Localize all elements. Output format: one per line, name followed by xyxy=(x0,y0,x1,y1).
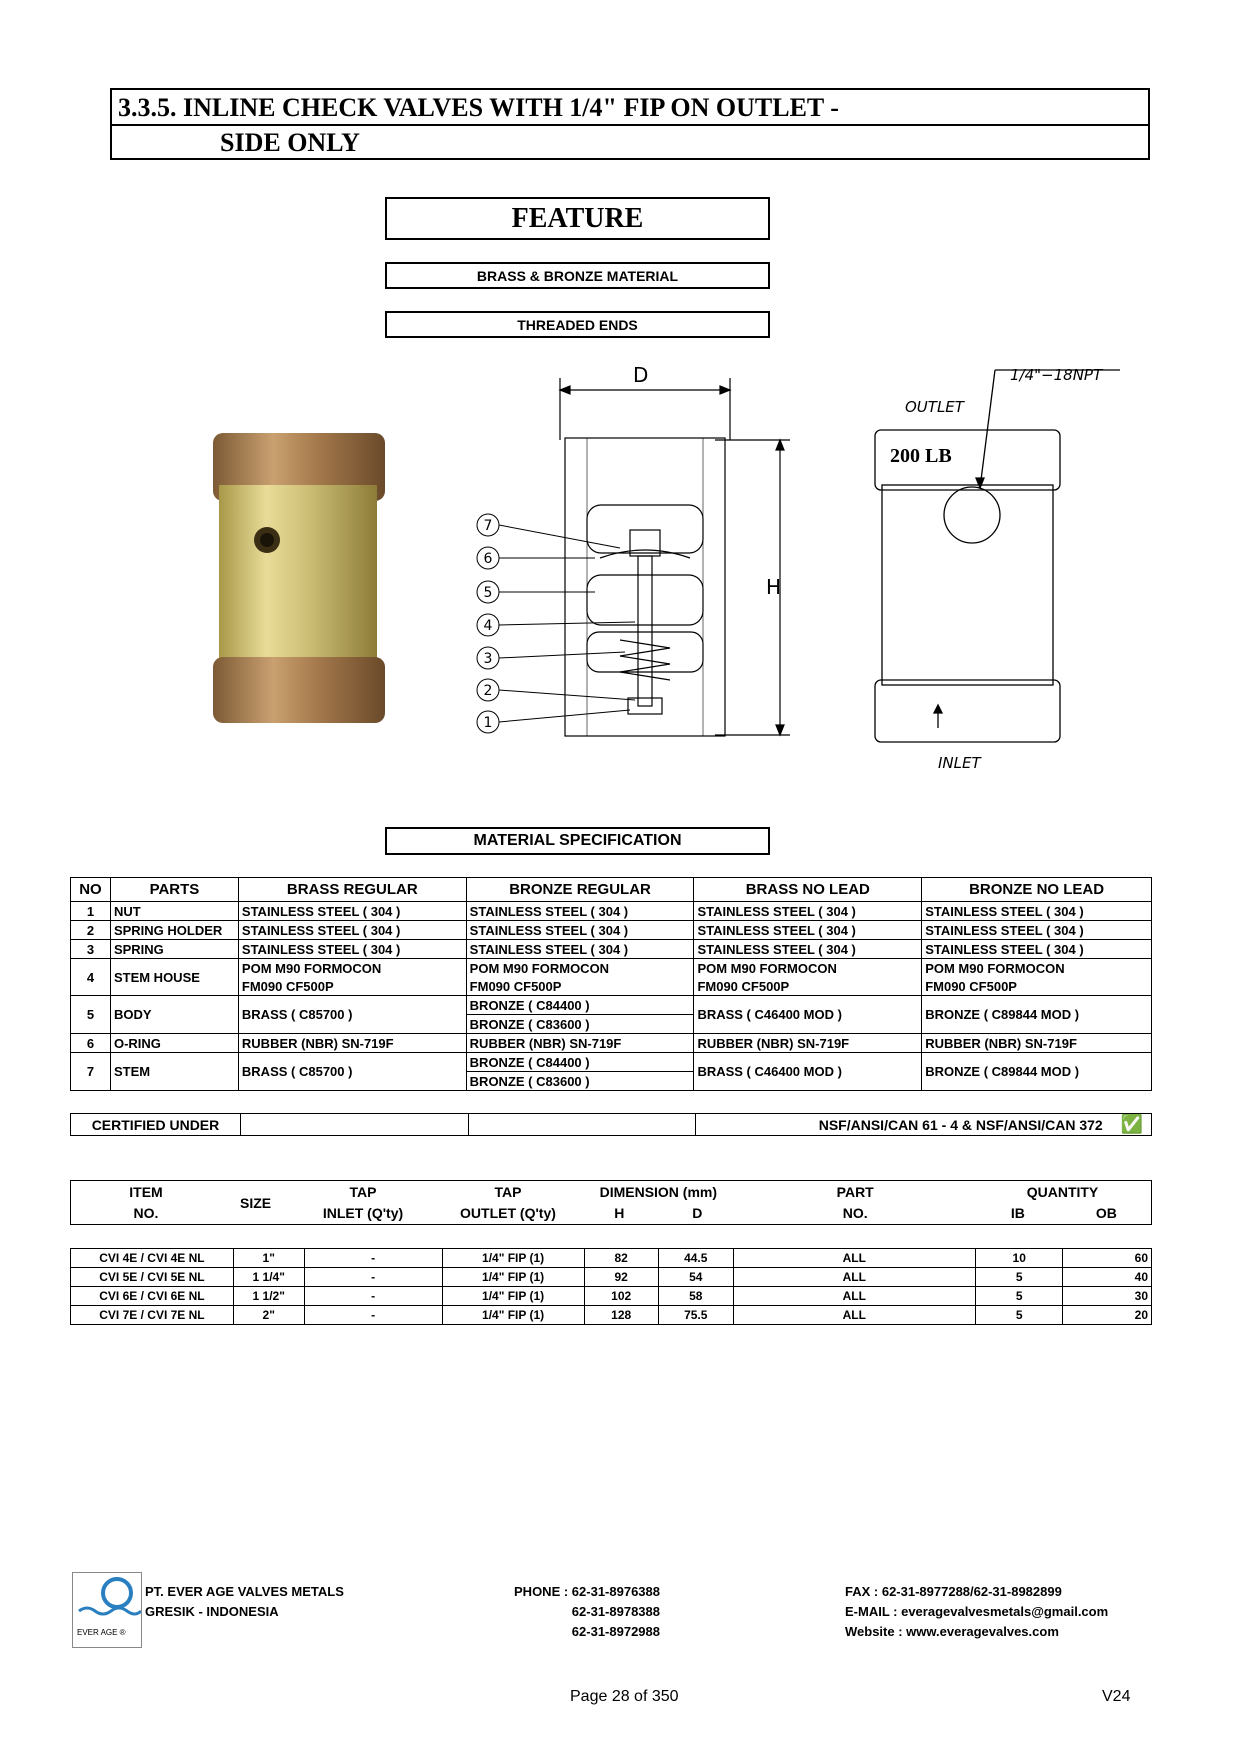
table-cell: ALL xyxy=(733,1268,975,1287)
table-cell: 1 1/4" xyxy=(233,1268,304,1287)
table-cell: STAINLESS STEEL ( 304 ) xyxy=(922,940,1152,959)
col-header: BRASS REGULAR xyxy=(238,878,466,902)
wave-logo-icon xyxy=(73,1573,141,1623)
table-cell: 5 xyxy=(975,1306,1063,1325)
table-cell: SIZE xyxy=(221,1181,290,1225)
email: E-MAIL : everagevalvesmetals@gmail.com xyxy=(845,1604,1109,1619)
table-cell: ITEM xyxy=(71,1181,221,1203)
table-cell: TAP xyxy=(436,1181,580,1203)
table-cell: RUBBER (NBR) SN-719F xyxy=(466,1034,694,1053)
table-cell: 1/4" FIP (1) xyxy=(442,1249,584,1268)
col-header: PARTS xyxy=(110,878,238,902)
callout-1: 1 xyxy=(483,715,493,731)
table-row xyxy=(71,921,1152,940)
table-cell: - xyxy=(304,1287,442,1306)
table-row xyxy=(71,1287,1152,1306)
table-row xyxy=(71,1034,1152,1053)
table-cell: STAINLESS STEEL ( 304 ) xyxy=(238,902,466,921)
table-cell: CVI 6E / CVI 6E NL xyxy=(71,1287,234,1306)
phone-3: 62-31-8972988 xyxy=(571,1624,660,1639)
table-cell: BRONZE ( C84400 ) xyxy=(466,1053,694,1072)
table-cell: IB xyxy=(974,1203,1062,1225)
rating-label: 200 LB xyxy=(890,445,952,467)
certified-table xyxy=(70,1113,1152,1136)
table-cell: BRONZE ( C84400 ) xyxy=(466,996,694,1015)
table-cell: - xyxy=(304,1249,442,1268)
table-cell: PART xyxy=(736,1181,974,1203)
outlet-label: OUTLET xyxy=(905,398,964,416)
table-cell: H xyxy=(580,1203,658,1225)
company-city: GRESIK - INDONESIA xyxy=(145,1604,279,1619)
table-row xyxy=(71,1053,1152,1072)
table-cell: - xyxy=(304,1306,442,1325)
table-cell: INLET (Q'ty) xyxy=(290,1203,436,1225)
table-cell: NO. xyxy=(71,1203,221,1225)
table-cell: RUBBER (NBR) SN-719F xyxy=(238,1034,466,1053)
table-cell: STAINLESS STEEL ( 304 ) xyxy=(238,921,466,940)
table-cell: STEM HOUSE xyxy=(110,959,238,996)
table-cell: 40 xyxy=(1063,1268,1152,1287)
table-cell: STEM xyxy=(110,1053,238,1091)
side-view-drawing xyxy=(860,360,1140,775)
table-cell xyxy=(696,1114,1152,1136)
table-cell: 4 xyxy=(71,959,111,996)
table-cell: D xyxy=(658,1203,736,1225)
callout-5: 5 xyxy=(483,585,493,601)
col-header: BRONZE NO LEAD xyxy=(922,878,1152,902)
section-title-line2: SIDE ONLY xyxy=(110,124,1150,160)
table-cell: BRONZE ( C83600 ) xyxy=(466,1015,694,1034)
table-cell: POM M90 FORMOCON xyxy=(694,959,922,978)
table-cell: BRASS ( C85700 ) xyxy=(238,996,466,1034)
table-cell: STAINLESS STEEL ( 304 ) xyxy=(466,940,694,959)
page-number: Page 28 of 350 xyxy=(570,1688,679,1705)
table-row xyxy=(71,1306,1152,1325)
fax: FAX : 62-31-8977288/62-31-8982899 xyxy=(845,1584,1062,1599)
table-cell: BRASS ( C46400 MOD ) xyxy=(694,996,922,1034)
table-cell: 1 1/2" xyxy=(233,1287,304,1306)
table-row xyxy=(71,1249,1152,1268)
table-cell: OUTLET (Q'ty) xyxy=(436,1203,580,1225)
table-cell: BRONZE ( C89844 MOD ) xyxy=(922,996,1152,1034)
material-spec-heading: MATERIAL SPECIFICATION xyxy=(385,827,770,855)
col-header: BRASS NO LEAD xyxy=(694,878,922,902)
table-cell: POM M90 FORMOCON xyxy=(922,959,1152,978)
table-cell: NO. xyxy=(736,1203,974,1225)
table-cell: - xyxy=(304,1268,442,1287)
callout-4: 4 xyxy=(483,618,493,634)
valve-photo xyxy=(205,425,395,730)
table-cell: STAINLESS STEEL ( 304 ) xyxy=(694,902,922,921)
table-cell: STAINLESS STEEL ( 304 ) xyxy=(922,921,1152,940)
table-cell: SPRING HOLDER xyxy=(110,921,238,940)
table-cell: BRASS ( C46400 MOD ) xyxy=(694,1053,922,1091)
dim-d-label: D xyxy=(633,363,649,387)
table-row xyxy=(71,1268,1152,1287)
table-cell: O-RING xyxy=(110,1034,238,1053)
table-cell: 30 xyxy=(1063,1287,1152,1306)
table-cell: 92 xyxy=(584,1268,658,1287)
table-cell: 1/4" FIP (1) xyxy=(442,1268,584,1287)
col-header: BRONZE REGULAR xyxy=(466,878,694,902)
table-row xyxy=(71,996,1152,1015)
table-cell: 75.5 xyxy=(658,1306,733,1325)
table-row xyxy=(71,878,1152,902)
table-cell: 1/4" FIP (1) xyxy=(442,1306,584,1325)
table-cell: TAP xyxy=(290,1181,436,1203)
certified-value: NSF/ANSI/CAN 61 - 4 & NSF/ANSI/CAN 372 xyxy=(818,1117,1103,1133)
section-title-line1: 3.3.5. INLINE CHECK VALVES WITH 1/4" FIP ON OUTLET - xyxy=(110,88,1150,126)
table-cell: 1/4" FIP (1) xyxy=(442,1287,584,1306)
table-cell: BRONZE ( C89844 MOD ) xyxy=(922,1053,1152,1091)
table-cell: 60 xyxy=(1063,1249,1152,1268)
phone-1: PHONE : 62-31-8976388 xyxy=(514,1584,660,1599)
table-cell: NUT xyxy=(110,902,238,921)
table-row xyxy=(71,902,1152,921)
table-row xyxy=(71,940,1152,959)
table-cell: BODY xyxy=(110,996,238,1034)
table-cell: BRASS ( C85700 ) xyxy=(238,1053,466,1091)
feature-item-threaded: THREADED ENDS xyxy=(385,311,770,338)
table-cell: 7 xyxy=(71,1053,111,1091)
items-table xyxy=(70,1248,1152,1325)
dim-h-label: H xyxy=(766,575,782,599)
table-cell: 58 xyxy=(658,1287,733,1306)
cross-section-drawing xyxy=(470,360,800,755)
company-logo xyxy=(72,1572,142,1648)
table-cell: RUBBER (NBR) SN-719F xyxy=(694,1034,922,1053)
table-cell: FM090 CF500P xyxy=(922,977,1152,996)
table-cell: CVI 4E / CVI 4E NL xyxy=(71,1249,234,1268)
company-name: PT. EVER AGE VALVES METALS xyxy=(145,1584,344,1599)
table-cell: SPRING xyxy=(110,940,238,959)
table-cell: 1" xyxy=(233,1249,304,1268)
logo-text: EVER AGE ® xyxy=(77,1628,126,1637)
feature-heading: FEATURE xyxy=(385,197,770,240)
table-cell: STAINLESS STEEL ( 304 ) xyxy=(466,902,694,921)
callout-6: 6 xyxy=(483,551,493,567)
table-row xyxy=(71,1114,1152,1136)
table-cell: ALL xyxy=(733,1306,975,1325)
table-cell: 2" xyxy=(233,1306,304,1325)
table-cell: STAINLESS STEEL ( 304 ) xyxy=(694,940,922,959)
checkmark-icon: ✅ xyxy=(1120,1114,1143,1134)
table-cell: 44.5 xyxy=(658,1249,733,1268)
phone-2: 62-31-8978388 xyxy=(571,1604,660,1619)
table-cell: 6 xyxy=(71,1034,111,1053)
inlet-label: INLET xyxy=(938,754,981,772)
table-cell: FM090 CF500P xyxy=(694,977,922,996)
table-cell: 3 xyxy=(71,940,111,959)
thread-label: 1/4"−18NPT xyxy=(1010,366,1103,384)
table-cell: DIMENSION (mm) xyxy=(580,1181,736,1203)
table-cell: 102 xyxy=(584,1287,658,1306)
table-cell: CVI 5E / CVI 5E NL xyxy=(71,1268,234,1287)
table-cell: 82 xyxy=(584,1249,658,1268)
callout-7: 7 xyxy=(483,518,493,534)
table-row xyxy=(71,959,1152,978)
feature-item-material: BRASS & BRONZE MATERIAL xyxy=(385,262,770,289)
col-header: NO xyxy=(71,878,111,902)
website: Website : www.everagevalves.com xyxy=(845,1624,1059,1639)
table-cell: STAINLESS STEEL ( 304 ) xyxy=(922,902,1152,921)
table-cell xyxy=(240,1114,468,1136)
table-cell: 2 xyxy=(71,921,111,940)
table-cell: FM090 CF500P xyxy=(238,977,466,996)
table-cell: STAINLESS STEEL ( 304 ) xyxy=(694,921,922,940)
table-cell: FM090 CF500P xyxy=(466,977,694,996)
table-cell: 5 xyxy=(975,1287,1063,1306)
table-cell: POM M90 FORMOCON xyxy=(466,959,694,978)
table-cell: STAINLESS STEEL ( 304 ) xyxy=(238,940,466,959)
table-cell: 10 xyxy=(975,1249,1063,1268)
table-cell xyxy=(468,1114,696,1136)
table-cell: QUANTITY xyxy=(974,1181,1152,1203)
items-header-table xyxy=(70,1180,1152,1225)
table-cell: 128 xyxy=(584,1306,658,1325)
table-cell: 20 xyxy=(1063,1306,1152,1325)
table-cell: OB xyxy=(1062,1203,1152,1225)
table-cell: 1 xyxy=(71,902,111,921)
version: V24 xyxy=(1102,1688,1131,1705)
table-cell: STAINLESS STEEL ( 304 ) xyxy=(466,921,694,940)
table-cell: POM M90 FORMOCON xyxy=(238,959,466,978)
callout-2: 2 xyxy=(483,683,493,699)
table-cell: BRONZE ( C83600 ) xyxy=(466,1072,694,1091)
table-cell: ALL xyxy=(733,1287,975,1306)
certified-label: CERTIFIED UNDER xyxy=(71,1114,241,1136)
material-table xyxy=(70,877,1152,1091)
table-cell: CVI 7E / CVI 7E NL xyxy=(71,1306,234,1325)
table-cell: 5 xyxy=(975,1268,1063,1287)
callout-3: 3 xyxy=(483,651,493,667)
table-cell: ALL xyxy=(733,1249,975,1268)
table-cell: 54 xyxy=(658,1268,733,1287)
table-cell: 5 xyxy=(71,996,111,1034)
table-cell: RUBBER (NBR) SN-719F xyxy=(922,1034,1152,1053)
